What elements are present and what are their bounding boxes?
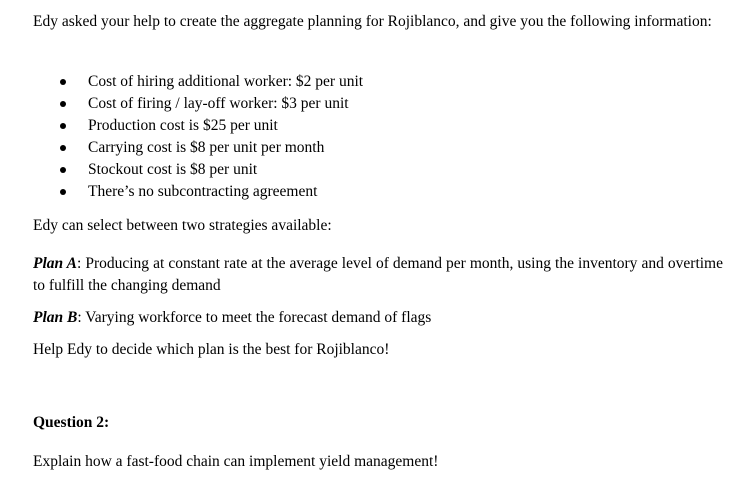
plan-b-paragraph	[33, 307, 723, 329]
list-item	[33, 93, 363, 115]
bullet-icon	[60, 167, 66, 173]
bullet-icon	[60, 79, 66, 85]
bullet-icon	[60, 145, 66, 151]
bullet-icon	[60, 123, 66, 129]
question-2-heading: Question 2:	[33, 414, 110, 431]
list-item-text: Carrying cost is $8 per unit per month	[88, 139, 325, 156]
cost-info-list	[33, 71, 363, 203]
question-2-text: Explain how a fast-food chain can implement yield management!	[33, 453, 439, 470]
list-item	[33, 159, 363, 181]
list-item	[33, 181, 363, 203]
plan-a-paragraph	[33, 253, 723, 297]
help-text: Help Edy to decide which plan is the best for Rojiblanco!	[33, 341, 390, 358]
list-item-text: Stockout cost is $8 per unit	[88, 161, 258, 178]
list-item-text: Cost of hiring additional worker: $2 per unit	[88, 73, 364, 90]
bullet-icon	[60, 189, 66, 195]
list-item	[33, 115, 363, 137]
list-item-text: Production cost is $25 per unit	[88, 117, 278, 134]
strategies-intro: Edy can select between two strategies available:	[33, 217, 332, 234]
list-item	[33, 71, 363, 93]
bullet-icon	[60, 101, 66, 107]
plan-a-text: : Producing at constant rate at the average level of demand per month, using the inventory and overtime to fulfill the changing demand	[33, 255, 723, 294]
list-item-text: There’s no subcontracting agreement	[88, 183, 318, 200]
plan-a-label: Plan A	[33, 255, 77, 272]
intro-paragraph: Edy asked your help to create the aggregate planning for Rojiblanco, and give you the following information:	[33, 13, 712, 30]
plan-b-text: : Varying workforce to meet the forecast demand of flags	[77, 309, 432, 326]
list-item	[33, 137, 363, 159]
list-item-text: Cost of firing / lay-off worker: $3 per unit	[88, 95, 349, 112]
plan-b-label: Plan B	[33, 309, 78, 326]
